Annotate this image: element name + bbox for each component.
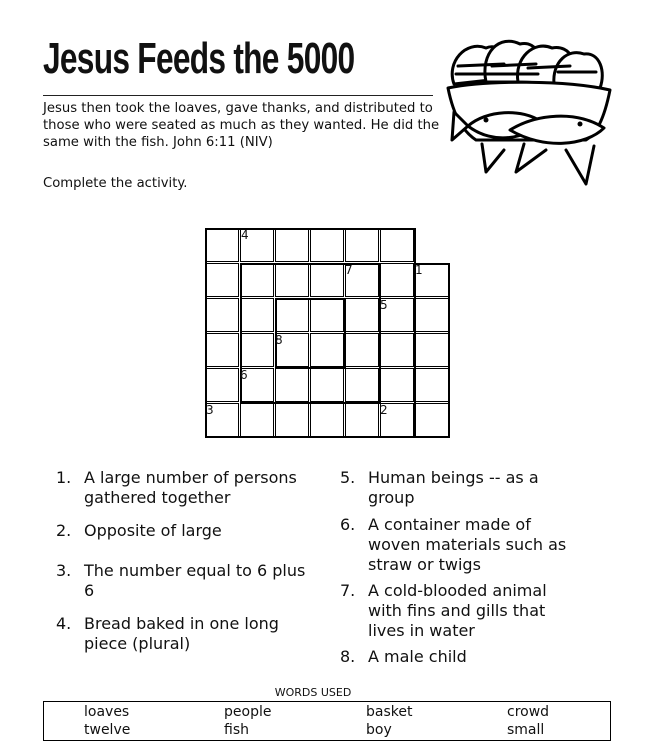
crossword-cell[interactable] [310,403,344,437]
clue-text: Bread baked in one long piece (plural) [84,614,279,653]
crossword-cell[interactable] [240,263,274,297]
crossword-cell[interactable] [415,298,449,332]
clue-number-label: 4. [56,614,72,633]
scripture-verse: Jesus then took the loaves, gave thanks, and distributed to those who were seated as much as they wanted. He did the same with the fish. John 6:11 (NIV) [43,101,440,150]
crossword-cell[interactable] [310,333,344,367]
clue-text: A male child [368,647,467,666]
clue-item [340,468,566,508]
crossword-cell[interactable] [415,368,449,402]
crossword-cell[interactable] [240,403,274,437]
crossword-cell[interactable] [275,298,309,332]
clue-number-label: 3. [56,561,72,580]
crossword-cell[interactable] [415,403,449,437]
crossword-cell[interactable] [345,403,379,437]
clue-item [340,581,576,641]
clue-item [56,468,306,508]
clue-text: Opposite of large [84,521,222,540]
word-bank-item: fish [224,722,249,738]
clue-number-label: 1. [56,468,72,487]
crossword-cell[interactable] [275,368,309,402]
crossword-cell[interactable] [380,263,414,297]
clue-number-label: 7. [340,581,356,600]
clue-number-label: 6. [340,515,356,534]
instruction-text: Complete the activity. [43,176,188,191]
clue-number: 3 [206,403,214,417]
clue-item [340,515,576,575]
crossword-cell[interactable] [310,368,344,402]
crossword-cell[interactable] [345,333,379,367]
clue-number-label: 8. [340,647,356,666]
crossword-cell[interactable] [345,298,379,332]
crossword-cell[interactable] [205,298,239,332]
word-bank-item: twelve [84,722,131,738]
clue-item [56,614,306,654]
word-bank-item: people [224,704,272,720]
crossword-cell[interactable] [275,263,309,297]
crossword-cell[interactable] [205,333,239,367]
clue-text: A container made of woven materials such as straw or twigs [368,515,567,574]
clue-text: The number equal to 6 plus 6 [84,561,306,600]
crossword-cell[interactable] [345,228,379,262]
crossword-cell[interactable] [415,333,449,367]
crossword-cell[interactable] [240,333,274,367]
clue-number: 6 [240,368,248,382]
clue-item [56,521,306,541]
basket-of-loaves-and-fish-icon [446,22,616,192]
clue-text: A large number of persons gathered together [84,468,297,507]
page-title: Jesus Feeds the 5000 [43,34,355,83]
clue-number-label: 2. [56,521,72,540]
word-bank-item: small [507,722,545,738]
crossword-cell[interactable] [380,228,414,262]
crossword-cell[interactable] [240,298,274,332]
clue-text: Human beings -- as a group [368,468,539,507]
crossword-cell[interactable] [275,403,309,437]
crossword-cell[interactable] [380,368,414,402]
word-bank-item: boy [366,722,392,738]
words-used-title: WORDS USED [274,686,352,699]
clue-number: 5 [380,298,388,312]
clue-text: A cold-blooded animal with fins and gills that lives in water [368,581,547,640]
word-bank-item: loaves [84,704,130,720]
crossword-cell[interactable] [310,263,344,297]
crossword-cell[interactable] [205,263,239,297]
crossword-cell[interactable] [310,298,344,332]
crossword-cell[interactable] [345,368,379,402]
clue-item [340,647,576,667]
word-bank-item: crowd [507,704,550,720]
word-bank-item: basket [366,704,413,720]
title-divider [43,95,433,96]
clue-item [56,561,306,601]
word-bank [43,701,611,741]
clue-number: 7 [345,263,353,277]
clue-number: 8 [275,333,283,347]
clue-number: 1 [415,263,423,277]
crossword-cell[interactable] [380,333,414,367]
crossword-cell[interactable] [275,228,309,262]
clue-number: 2 [380,403,388,417]
crossword-cell[interactable] [310,228,344,262]
crossword-cell[interactable] [205,368,239,402]
clue-number-label: 5. [340,468,356,487]
crossword-cell[interactable] [205,228,239,262]
clue-number: 4 [241,228,249,242]
